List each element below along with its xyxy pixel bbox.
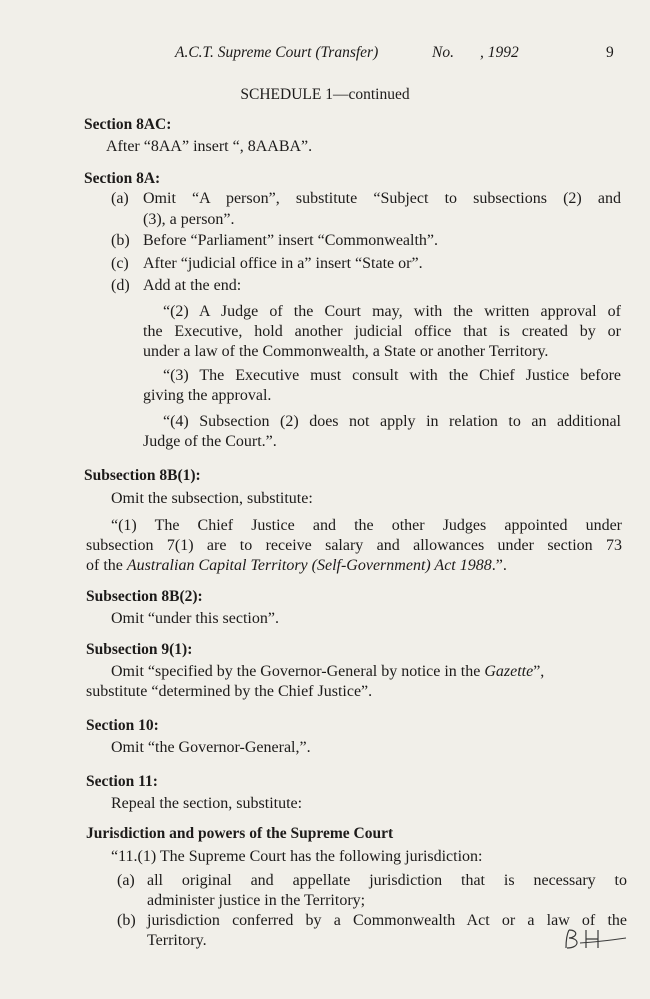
item-text: Territory. <box>147 932 207 949</box>
amendment-text: Omit “the Governor-General,”. <box>111 739 311 756</box>
section-heading: Section 8A: <box>84 170 161 187</box>
quoted-subsection: of the Australian Capital Territory (Self-Government) Act 1988.”. <box>86 557 507 574</box>
quoted-subsection: under a law of the Commonwealth, a State or another Territory. <box>143 343 549 360</box>
quoted-subsection: giving the approval. <box>143 387 272 404</box>
section-heading: Subsection 8B(2): <box>86 588 203 605</box>
quoted-subsection: Judge of the Court.”. <box>143 433 277 450</box>
quoted-subsection: “(3) The Executive must consult with the Chief Justice before <box>163 367 621 384</box>
quoted-subsection: “(4) Subsection (2) does not apply in relation to an additional <box>163 413 621 430</box>
item-text: Omit “A person”, substitute “Subject to subsections (2) and <box>143 190 621 207</box>
gazette-term: Gazette <box>484 663 534 680</box>
subheading-jurisdiction: Jurisdiction and powers of the Supreme Court <box>86 825 394 842</box>
amendment-text: Omit the subsection, substitute: <box>111 490 313 507</box>
item-text: (3), a person”. <box>143 211 235 228</box>
item-text: administer justice in the Territory; <box>147 892 366 909</box>
amendment-text: After “8AA” insert “, 8AABA”. <box>106 138 313 155</box>
handwritten-initials <box>560 924 630 954</box>
section-heading: Section 8AC: <box>84 116 172 133</box>
section-heading: Subsection 9(1): <box>86 641 193 658</box>
item-label: (b) <box>117 912 136 929</box>
item-label: (b) <box>111 232 130 249</box>
section-heading: Section 11: <box>86 773 158 790</box>
quoted-subsection: “11.(1) The Supreme Court has the following jurisdiction: <box>111 848 483 865</box>
item-text: all original and appellate jurisdiction that is necessary to <box>147 872 627 889</box>
item-label: (a) <box>111 190 129 207</box>
amendment-text: Omit “specified by the Governor-General by notice in the Gazette”, <box>111 663 545 680</box>
item-text: jurisdiction conferred by a Commonwealth Act or a law of the <box>147 912 627 929</box>
quoted-subsection: “(1) The Chief Justice and the other Judges appointed under <box>111 517 622 534</box>
header-act-number: No. <box>432 44 454 61</box>
act-name: Australian Capital Territory (Self-Government) Act 1988 <box>126 557 492 574</box>
schedule-title: SCHEDULE 1—continued <box>240 86 410 103</box>
item-text: Add at the end: <box>143 277 242 294</box>
amendment-text: substitute “determined by the Chief Justice”. <box>86 683 373 700</box>
page-number: 9 <box>606 44 614 61</box>
section-heading: Subsection 8B(1): <box>84 467 201 484</box>
header-act-title: A.C.T. Supreme Court (Transfer) <box>175 44 379 61</box>
item-text: After “judicial office in a” insert “State or”. <box>143 255 423 272</box>
amendment-text: Omit “under this section”. <box>111 610 279 627</box>
item-label: (a) <box>117 872 135 889</box>
item-text: Before “Parliament” insert “Commonwealth”. <box>143 232 439 249</box>
header-year: , 1992 <box>480 44 519 61</box>
item-label: (c) <box>111 255 129 272</box>
running-header <box>0 44 650 68</box>
section-heading: Section 10: <box>86 717 159 734</box>
amendment-text: Repeal the section, substitute: <box>111 795 303 812</box>
item-label: (d) <box>111 277 130 294</box>
quoted-subsection: the Executive, hold another judicial office that is created by or <box>143 323 621 340</box>
quoted-subsection: subsection 7(1) are to receive salary and allowances under section 73 <box>86 537 622 554</box>
quoted-subsection: “(2) A Judge of the Court may, with the written approval of <box>163 303 621 320</box>
